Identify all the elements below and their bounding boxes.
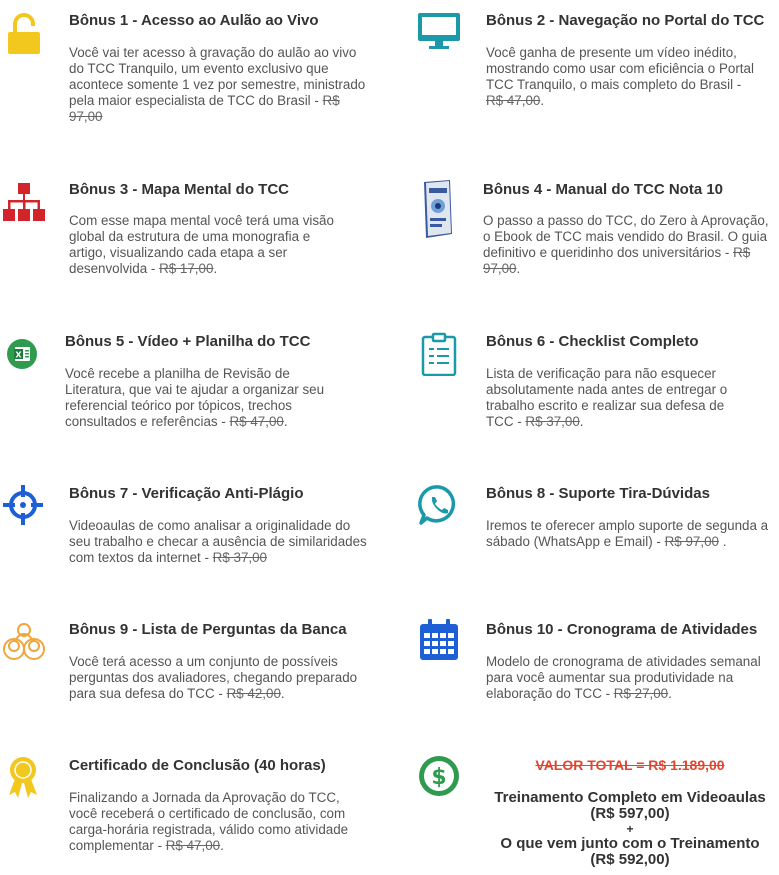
training-price: (R$ 597,00): [590, 805, 670, 822]
bonus-3-title: Bônus 3 - Mapa Mental do TCC: [69, 181, 290, 198]
bonus-8-title: Bônus 8 - Suporte Tira-Dúvidas: [486, 485, 710, 502]
bonus-8-description: Iremos te oferecer amplo suporte de segunda a sábado (WhatsApp e Email) - R$ 97,00 .: [486, 518, 769, 549]
bonus-1-description: Você vai ter acesso à gravação do aulão ao vivo do TCC Tranquilo, um evento exclusivo que acontece somente 1 vez por semestre, ministrado pela maior especialista de TCC do Brasil - R$ 97,00: [69, 45, 366, 124]
bonus-6-price: R$ 37,00: [525, 414, 580, 429]
medal-icon: [6, 755, 40, 799]
bonus-5-title: Bônus 5 - Vídeo + Planilha do TCC: [65, 333, 311, 350]
svg-text:$: $: [431, 765, 447, 790]
bonus-9-price: R$ 42,00: [226, 686, 281, 701]
bonus-10-title: Bônus 10 - Cronograma de Atividades: [486, 621, 758, 638]
monitor-icon: [417, 12, 461, 50]
clipboard-checklist-icon: [420, 332, 458, 376]
bonus-4-title: Bônus 4 - Manual do TCC Nota 10: [483, 181, 724, 198]
padlock-icon: [6, 12, 42, 54]
bonus-7-price: R$ 37,00: [212, 550, 268, 565]
bonus-4-description: O passo a passo do TCC, do Zero à Aprovação, o Ebook de TCC mais vendido do Brasil. O guia definitivo e queridinho dos universitários - R$ 97,00.: [483, 213, 769, 276]
bonus-6-description: Lista de verificação para não esquecer absolutamente nada antes de entregar o trabalho escrito e realizar sua defesa de TCC - R$ 37,00.: [486, 366, 728, 429]
bonus-1-title: Bônus 1 - Acesso ao Aulão ao Vivo: [69, 12, 319, 29]
bonus-5-description: Você recebe a planilha de Revisão de Literatura, que vai te ajudar a organizar seu referencial teórico por tópicos, trechos consultados e referências - R$ 47,00.: [65, 366, 325, 429]
certificate-description: Finalizando a Jornada da Aprovação do TCC, você receberá o certificado de conclusão, com carga-horária registrada, válido como atividade complementar - R$ 47,00.: [69, 790, 349, 853]
bonus-4-price: R$ 97,00: [483, 245, 751, 276]
bonus-7-description: Videoaulas de como analisar a originalidade do seu trabalho e checar a ausência de similaridades com textos da internet - R$ 37,00: [69, 518, 367, 565]
bonus-2-description: Você ganha de presente um vídeo inédito, mostrando como usar com eficiência o Portal TCC Tranquilo, o mais completo do Brasil - R$ 47,00.: [486, 45, 754, 108]
bonus-9-title: Bônus 9 - Lista de Perguntas da Banca: [69, 621, 347, 638]
whatsapp-icon: [418, 484, 460, 526]
bonus-9-description: Você terá acesso a um conjunto de possíveis perguntas dos avaliadores, chegando preparado para sua defesa do TCC - R$ 42,00.: [69, 654, 358, 701]
bonus-2-price: R$ 47,00: [486, 93, 541, 108]
bonus-line: O que vem junto com o Treinamento: [500, 835, 760, 852]
training-line: Treinamento Completo em Videoaulas: [494, 789, 766, 806]
users-group-icon: [2, 620, 46, 660]
certificate-title: Certificado de Conclusão (40 horas): [69, 757, 326, 774]
bonus-10-description: Modelo de cronograma de atividades semanal para você aumentar sua produtividade na elaboração do TCC - R$ 27,00.: [486, 654, 761, 701]
excel-icon: [6, 338, 38, 370]
certificate-price: R$ 47,00: [165, 838, 221, 853]
sitemap-icon: [2, 182, 46, 222]
bonus-7-title: Bônus 7 - Verificação Anti-Plágio: [69, 485, 304, 502]
bonus-3-description: Com esse mapa mental você terá uma visão global da estrutura de uma monografia e artigo, visualizando cada etapa a ser desenvolvida - R$ 17,00.: [69, 213, 334, 276]
bonus-3-price: R$ 17,00: [159, 261, 214, 276]
bonus-5-price: R$ 47,00: [229, 414, 284, 429]
calendar-icon: [418, 618, 460, 662]
bonus-2-title: Bônus 2 - Navegação no Portal do TCC: [486, 12, 765, 29]
crosshair-icon: [2, 484, 44, 526]
bonus-price: (R$ 592,00): [590, 851, 670, 868]
total-value: VALOR TOTAL = R$ 1.189,00: [535, 757, 725, 773]
training-summary: [480, 790, 779, 868]
bonus-8-price: R$ 97,00: [664, 534, 719, 549]
bonus-1-price: R$ 97,00: [69, 93, 340, 124]
plus-sign: +: [626, 822, 634, 836]
ebook-cover-icon: [420, 178, 456, 240]
dollar-circle-icon: [417, 754, 461, 798]
bonus-10-price: R$ 27,00: [613, 686, 669, 701]
bonus-6-title: Bônus 6 - Checklist Completo: [486, 333, 699, 350]
svg-text:X: X: [15, 350, 22, 360]
